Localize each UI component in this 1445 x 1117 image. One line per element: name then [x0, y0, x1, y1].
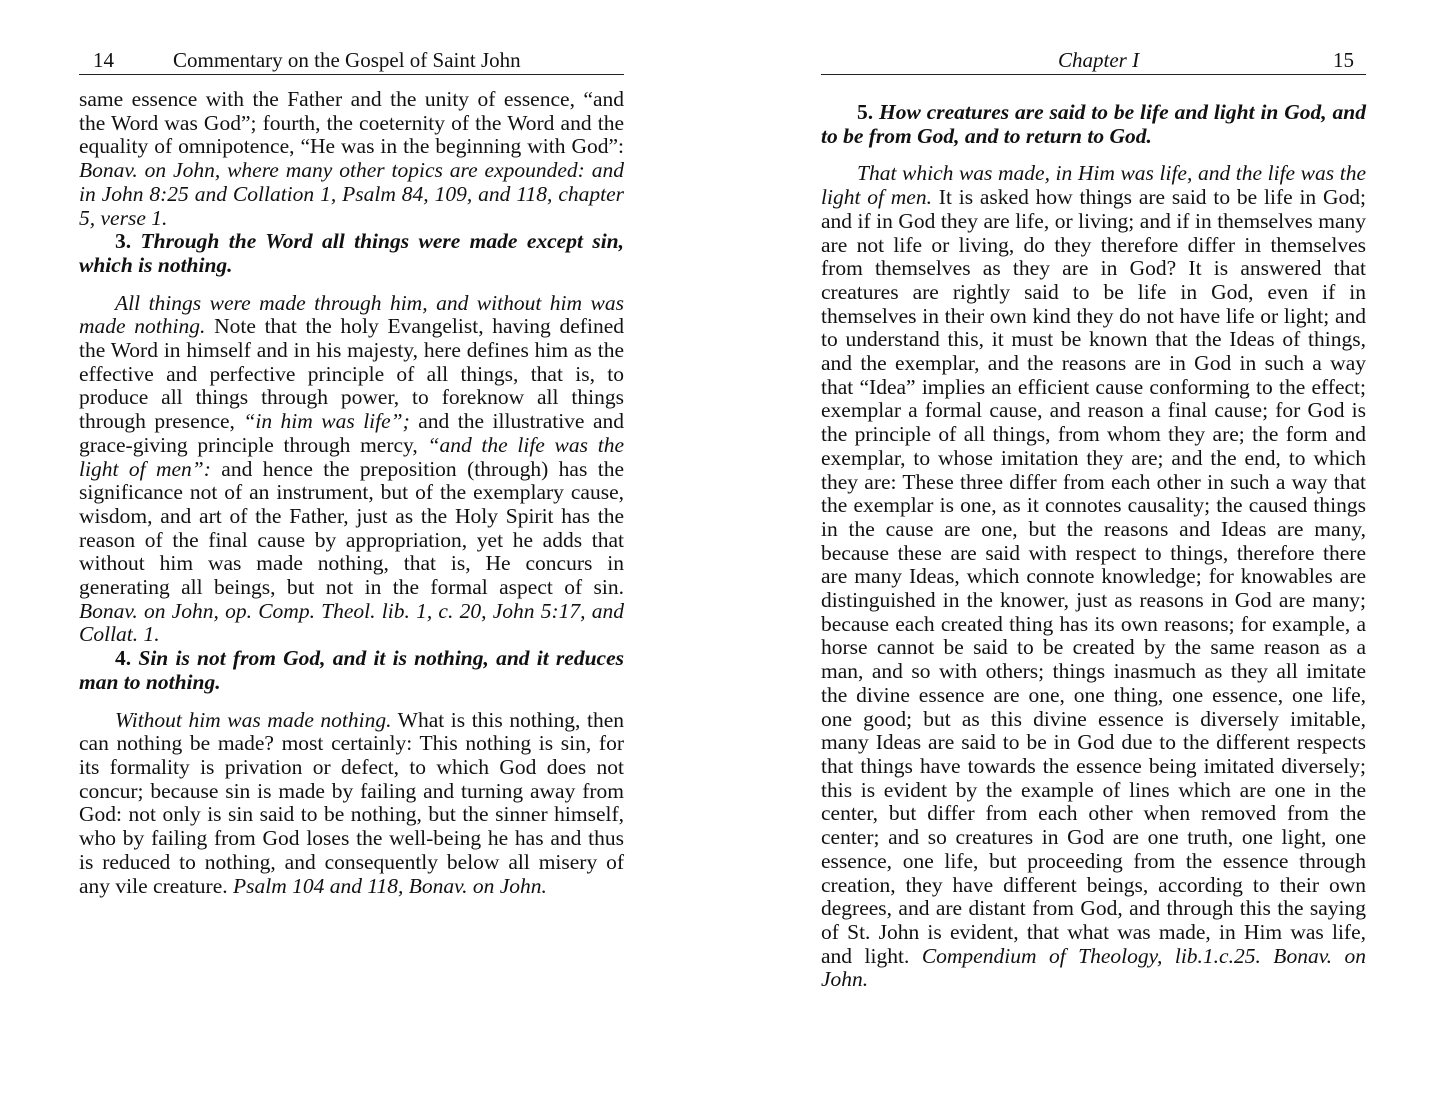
- section-4-title: Sin is not from God, and it is nothing, and it reduces man to nothing.: [79, 646, 625, 694]
- section-3-lead: All things were made through him, and without him was made nothing.: [79, 290, 624, 339]
- section-4-lead: Without him was made nothing.: [115, 707, 392, 732]
- left-body: [79, 88, 624, 898]
- left-page: [79, 0, 624, 1117]
- section-3-heading: [79, 230, 624, 277]
- section-3-number: 3.: [115, 229, 132, 254]
- opening-text: same essence with the Father and the unity of essence, “and the Word was God”; fourth, the coeternity of the Word and the equality of omnipotence, “He was in the beginning with God”:: [79, 87, 624, 159]
- section-3-text-3: and hence the preposition (through) has the significance not of an instrument, but of the exemplary cause, wisdom, and art of the Father, just as the Holy Spirit has the reason of the final cause by appropriation, yet he adds that without him was made nothing, that is, He concurs in generating all beings, but not in the formal aspect of sin.: [79, 456, 624, 600]
- left-page-number: 14: [93, 48, 114, 72]
- section-5-lead: That which was made, in Him was life, and the life was the light of men.: [821, 161, 1366, 210]
- section-5-paragraph: [821, 162, 1366, 992]
- section-5-heading: [821, 101, 1366, 148]
- section-4-heading: [79, 647, 624, 694]
- section-3-text-2: and the illustrative and grace-giving principle through mercy,: [79, 409, 624, 457]
- right-page-number: 15: [1333, 48, 1354, 72]
- section-5-text: It is asked how things are said to be life in God; and if in God they are life, or living; and if in themselves many are not life or living, do they therefore differ in themselves from themselves as they are in God? It is answered that creatures are rightly said to be life in God, even if in themselves in their own kind they do not have life or light; and to understand this, it must be known that the Ideas of things, and the exemplar, and the reasons are in God in such a way that “Idea” implies an efficient cause conforming to the effect; exemplar a formal cause, and reason a final cause; for God is the principle of all things, from whom they are; the form and exemplar, to whose imitation they are; and the end, to which they are: These three differ from each other in such a way that the exemplar is one, as it connotes causality; the caused things in the cause are one, but the reasons and Ideas are many, because these are said with respect to things, therefore there are many Ideas, which connote knowledge; for knowables are distinguished in the knower, just as reasons in God are many; because each created thing has its own reasons; for example, a horse cannot be said to be created by the same reason as a man, and so with others; things inasmuch as they all imitate the divine essence are one, one thing, one essence, one life, one good; but as this divine essence is diversely imitable, many Ideas are said to be in God due to the different respects that things have towards the essence being imitated diversely; this is evident by the example of lines which are one in the center, but differ from each other when removed from the center; and so creatures in God are one truth, one light, one essence, one life, but proceeding from the essence through creation, they have different beings, according to their own degrees, and are distant from God, and through this the saying of St. John is evident, that what was made, in Him was life, and light.: [821, 185, 1366, 968]
- section-3-title: Through the Word all things were made except sin, which is nothing.: [79, 229, 624, 277]
- section-3-citation: Bonav. on John, op. Comp. Theol. lib. 1, c. 20, John 5:17, and Collat. 1.: [79, 598, 624, 647]
- left-running-head: [79, 46, 624, 75]
- right-running-head: [821, 46, 1366, 75]
- book-title: Commentary on the Gospel of Saint John: [173, 48, 521, 72]
- section-3-quote-2: “and the life was the light of men”:: [79, 432, 624, 481]
- section-5-title: How creatures are said to be life and light in God, and to be from God, and to return to God.: [821, 100, 1367, 148]
- section-3-quote-1: “in him was life”;: [243, 409, 410, 434]
- section-4-number: 4.: [115, 646, 132, 671]
- section-4-citation: Psalm 104 and 118, Bonav. on John.: [233, 873, 547, 898]
- section-5-number: 5.: [857, 100, 874, 124]
- section-3-paragraph: [79, 292, 624, 648]
- section-3-text-1: Note that the holy Evangelist, having defined the Word in himself and in his majesty, here defines him as the effective and perfective principle of all things, that is, to produce all things through power, to foreknow all things through presence,: [79, 314, 624, 434]
- section-5-citation: Compendium of Theology, lib.1.c.25. Bonav. on John.: [821, 943, 1366, 992]
- opening-paragraph: [79, 88, 624, 230]
- chapter-title: Chapter I: [1058, 48, 1140, 72]
- section-4-paragraph: [79, 709, 624, 899]
- opening-citation: Bonav. on John, where many other topics are expounded: and in John 8:25 and Collation 1, Psalm 84, 109, and 118, chapter 5, verse 1.: [79, 158, 624, 230]
- right-page: [821, 0, 1366, 1117]
- right-body: [821, 101, 1366, 992]
- section-4-text: What is this nothing, then can nothing be made? most certainly: This nothing is sin, for its formality is privation or defect, to which God does not concur; because sin is made by failing and turning away from God: not only is sin said to be nothing, but the sinner himself, who by failing from God loses the well-being he has and thus is reduced to nothing, and consequently below all misery of any vile creature.: [79, 707, 624, 898]
